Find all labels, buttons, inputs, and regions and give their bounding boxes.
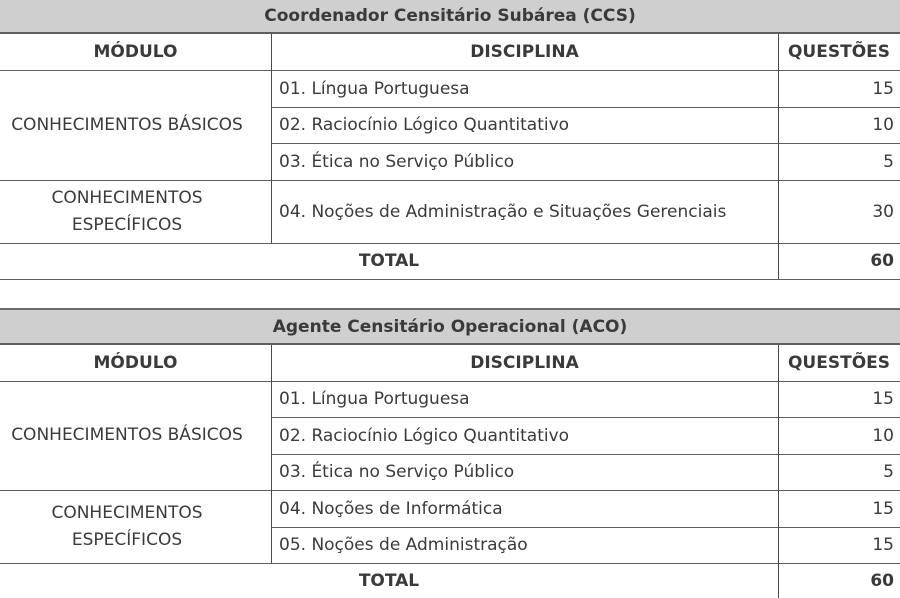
table-row-questoes: 15 <box>872 389 894 409</box>
table-row-disciplina: 05. Noções de Administração <box>279 535 528 555</box>
table-row-disciplina: 04. Noções de Administração e Situações Gerenciais <box>279 201 727 222</box>
header-questoes: QUESTÕES <box>787 42 891 62</box>
table-row-questoes: 15 <box>872 498 894 519</box>
module-especificos <box>0 180 254 243</box>
module-basicos: CONHECIMENTOS BÁSICOS <box>11 114 243 135</box>
header-disciplina: DISCIPLINA <box>470 353 579 373</box>
header-disciplina: DISCIPLINA <box>470 42 579 62</box>
divider <box>0 279 900 280</box>
table-row-disciplina: 04. Noções de Informática <box>279 498 503 519</box>
header-modulo: MÓDULO <box>93 353 178 373</box>
ccs-table <box>0 0 900 280</box>
module-especificos-line1: CONHECIMENTOS <box>51 502 203 523</box>
table-row-disciplina: 01. Língua Portuguesa <box>279 78 470 99</box>
total-label: TOTAL <box>358 251 420 271</box>
module-especificos-line2: ESPECÍFICOS <box>71 529 183 550</box>
ccs-title-text: Coordenador Censitário Subárea (CCS) <box>264 6 636 26</box>
table-row-disciplina: 02. Raciocínio Lógico Quantitativo <box>279 115 570 135</box>
ccs-table-title <box>0 0 900 34</box>
module-especificos <box>0 490 254 563</box>
aco-table <box>0 308 900 598</box>
module-especificos-line2: ESPECÍFICOS <box>71 214 183 235</box>
table-row-questoes: 5 <box>883 462 894 482</box>
total-label: TOTAL <box>358 570 420 591</box>
table-row-questoes: 15 <box>872 78 894 99</box>
aco-title-text: Agente Censitário Operacional (ACO) <box>272 316 628 337</box>
table-row-questoes: 15 <box>872 535 894 555</box>
total-value: 60 <box>870 251 894 271</box>
module-basicos: CONHECIMENTOS BÁSICOS <box>11 425 243 445</box>
total-value: 60 <box>870 570 894 591</box>
module-especificos-line1: CONHECIMENTOS <box>51 187 203 208</box>
header-questoes: QUESTÕES <box>787 353 891 373</box>
table-row-disciplina: 03. Ética no Serviço Público <box>279 462 515 482</box>
table-row-disciplina: 01. Língua Portuguesa <box>279 389 470 409</box>
header-modulo: MÓDULO <box>93 42 178 62</box>
table-row-questoes: 5 <box>883 151 894 172</box>
table-row-disciplina: 03. Ética no Serviço Público <box>279 151 515 172</box>
table-row-questoes: 10 <box>872 425 894 446</box>
table-row-disciplina: 02. Raciocínio Lógico Quantitativo <box>279 425 570 446</box>
table-row-questoes: 10 <box>872 115 894 135</box>
aco-table-title <box>0 308 900 345</box>
table-row-questoes: 30 <box>872 201 894 222</box>
